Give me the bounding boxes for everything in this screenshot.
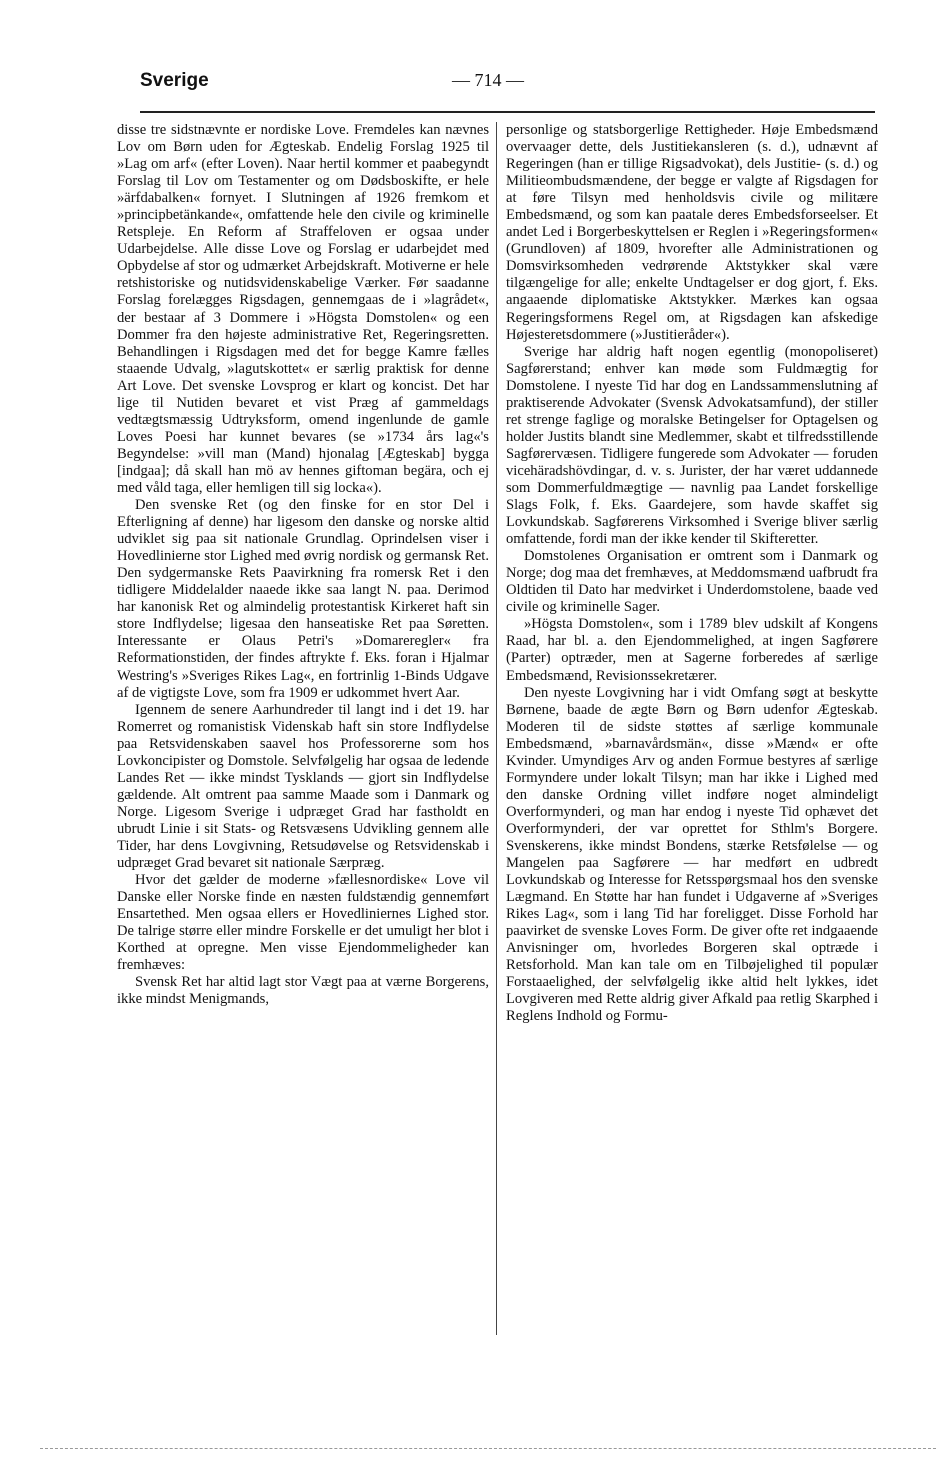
page-number: — 714 — <box>452 70 524 90</box>
header-rule <box>140 111 875 113</box>
paragraph: Den svenske Ret (og den finske for en stor Del i Efterligning af denne) har ligesom den danske og norske altid udviklet sig paa sit nationale Grundlag. Oprindelsen viser i Hovedlinierne stor Lighed med øvrig nordisk og germansk Ret. Den sydgermanske Rets Paavirkning fra romersk Ret i den tidligere Middelalder naaede ikke saa langt N. paa. Derimod har kanonisk Ret og almindelig protestantisk Kirkeret haft sin store Indflydelse; ligesaa den hanseatiske Ret paa Søretten. Interessante er Olaus Petri's »Domareregler« fra Reformationstiden, der findes aftrykte f. Eks. foran i Hjalmar Westring's »Sveriges Rikes Lag«, en fortrinlig 1-Binds Udgave af de vigtigste Love, som fra 1909 er udkommet hvert Aar. <box>117 497 489 701</box>
left-column <box>117 122 489 1008</box>
paragraph: disse tre sidstnævnte er nordiske Love. Fremdeles kan nævnes Lov om Børn uden for Ægteskab. Endelig Forslag 1925 til »Lag om arf« (efter Loven). Naar hertil kommer et paabegyndt Forslag til Lov om Testamenter og om Dødsboskifte, er hele »ärfdabalken« fornyet. I Slutningen af 1926 fremkom et »principbetänkande«, omfattende hele den civile og kriminelle Retspleje. En Reform af Straffeloven er ogsaa under Udarbejdelse. Alle disse Love og Forslag er udarbejdet med Opbydelse af stor og udmærket Arbejdskraft. Motiverne er hele retshistoriske og nutidsvidenskabelige Værker. Før saadanne Forslag forelægges Rigsdagen, gennemgaas de i »lagrådet«, der bestaar af 3 Dommere i »Högsta Domstolen« og een Dommer fra den højeste administrative Ret, Regeringsretten. Behandlingen i Rigsdagen med det for begge Kamre fælles staaende Udvalg, »lagutskottet« er særlig praktisk for denne Art Love. Det svenske Lovsprog er klart og koncist. Det har lige til Nutiden bevaret et vist Præg af gammeldags vedtægtsmæssig Udtryksform, omend ingenlunde de gamle Loves Poesi har kunnet bevares (se »1734 års lag«'s Begyndelse: »vill man (Mand) hjonalag [Ægteskab] bygga [indgaa]; då skall han mö av hennes giftoman begära, och ej med våld taga, eller hemligen till sig locka«). <box>117 122 489 496</box>
paragraph: Hvor det gælder de moderne »fællesnordiske« Love vil Danske eller Norske finde en næsten fuldstændig gennemført Ensartethed. Men ogsaa ellers er Hovedliniernes Lighed stor. De talrige større eller mindre Forskelle er det umuligt her blot i Korthed at opregne. Men visse Ejendommeligheder kan fremhæves: <box>117 872 489 974</box>
column-divider <box>496 122 497 1335</box>
scan-edge-line <box>40 1448 936 1449</box>
section-title: Sverige <box>140 70 209 91</box>
right-column <box>506 122 878 1025</box>
paragraph: Den nyeste Lovgivning har i vidt Omfang søgt at beskytte Børnene, baade de ægte Børn og Børn udenfor Ægteskab. Moderen til de sidste støttes af særlige kommunale Embedsmænd, »barnavårdsmän«, disse »Mænd« er ofte Kvinder. Umyndiges Arv og anden Formue bestyres af særlige Formyndere under lokalt Tilsyn; man har ikke i Lighed med den danske Ordning villet indføre noget almindeligt Overformynderi, og man har endog i nyeste Tid ophævet det Overformynderi, der var oprettet for Sthlm's Borgere. Svenskerens, ikke mindst Bondens, stærke Retsfølelse — og Mangelen paa Sagførere — har medført en udbredt Lovkundskab og Interesse for Retsspørgsmaal hos den svenske Lægmand. En Støtte har han fundet i Udgaverne af »Sveriges Rikes Lag«, som i lang Tid har foreligget. Disse Forhold har paavirket de svenske Loves Form. De giver ofte ret indgaaende Anvisninger om, hvorledes Borgeren skal optræde i Retsforhold. Man kan tale om en Tilbøjelighed til populær Forstaaelighed, der selvfølgelig ikke altid helt lykkes, idet Lovgiveren med Rette aldrig giver Afkald paa retlig Skarphed i Reglens Indhold og Formu- <box>506 684 878 1025</box>
paragraph: personlige og statsborgerlige Rettigheder. Høje Embedsmænd overvaager dette, dels Justitiekansleren (s. d.), udnævnt af Regeringen (han er tillige Rigsadvokat), dels Justitie- (s. d.) og Militieombudsmændene, der begge er valgte af Rigsdagen for at føre Tilsyn med henholdsvis civile og militære Embedsmænd, og som kan paatale deres Embedsforseelser. Et andet Led i Borgerbeskyttelsen er Reglen i »Regeringsformen« (Grundloven) af 1809, hvorefter alle Administrationen og Domsvirksomheden vedrørende Aktstykker skal være tilgængelige for alle; enkelte Undtagelser er dog gjort, f. Eks. angaaende diplomatiske Aktstykker. Mærkes kan ogsaa Regeringsformens Regel om, at Rigsdagen kan afskedige Højesteretsdommere (»Justitieråder«). <box>506 122 878 343</box>
paragraph: »Högsta Domstolen«, som i 1789 blev udskilt af Kongens Raad, har bl. a. den Ejendommelighed, at ingen Sagførere (Parter) optræder, men at Sagerne forberedes af særlige Embedsmænd, Revisionssekretærer. <box>506 616 878 684</box>
paragraph: Igennem de senere Aarhundreder til langt ind i det 19. har Romerret og romanistisk Videnskab haft sin store Indflydelse paa Retsvidenskaben saavel hos Professorerne som hos Lovkoncipister og Domstole. Selvfølgelig har ogsaa de ledende Landes Ret — ikke mindst Tysklands — gjort sin Indflydelse gældende. Alt omtrent paa samme Maade som i Danmark og Norge. Ligesom Sverige i udpræget Grad har fastholdt en ubrudt Linie i sit Stats- og Retsvæsens Udvikling gennem alle Tider, har dens Lovgivning, Retsudøvelse og Retsvidenskab i udpræget Grad bevaret sit nationale Særpræg. <box>117 701 489 872</box>
paragraph: Svensk Ret har altid lagt stor Vægt paa at værne Borgerens, ikke mindst Menigmands, <box>117 974 489 1008</box>
paragraph: Sverige har aldrig haft nogen egentlig (monopoliseret) Sagførerstand; enhver kan møde som Fuldmægtig for Domstolene. I nyeste Tid har dog en Landssammenslutning af praktiserende Advokater (Svensk Advokatsamfund), der stiller ret strenge faglige og moralske Betingelser for Optagelsen og holder Justits blandt sine Medlemmer, skabt et tilfredsstillende Sagførervæsen. Tidligere fungerede som Advokater — foruden vicehäradshövdingar, d. v. s. Jurister, der har været uddannede som Dommerfuldmægtige — navnlig paa Landet forskellige Slags Folk, f. Eks. Gaardejere, som havde skaffet sig Lovkundskab. Sagførerens Virksomhed i Sverige bliver særlig omfattende, fordi man der ikke kender til Skifteretter. <box>506 343 878 548</box>
paragraph: Domstolenes Organisation er omtrent som i Danmark og Norge; dog maa det fremhæves, at Meddomsmænd uafbrudt fra Oldtiden til Dato har medvirket i Underdomstolene, baade ved civile og kriminelle Sager. <box>506 548 878 616</box>
page-header <box>140 70 860 100</box>
